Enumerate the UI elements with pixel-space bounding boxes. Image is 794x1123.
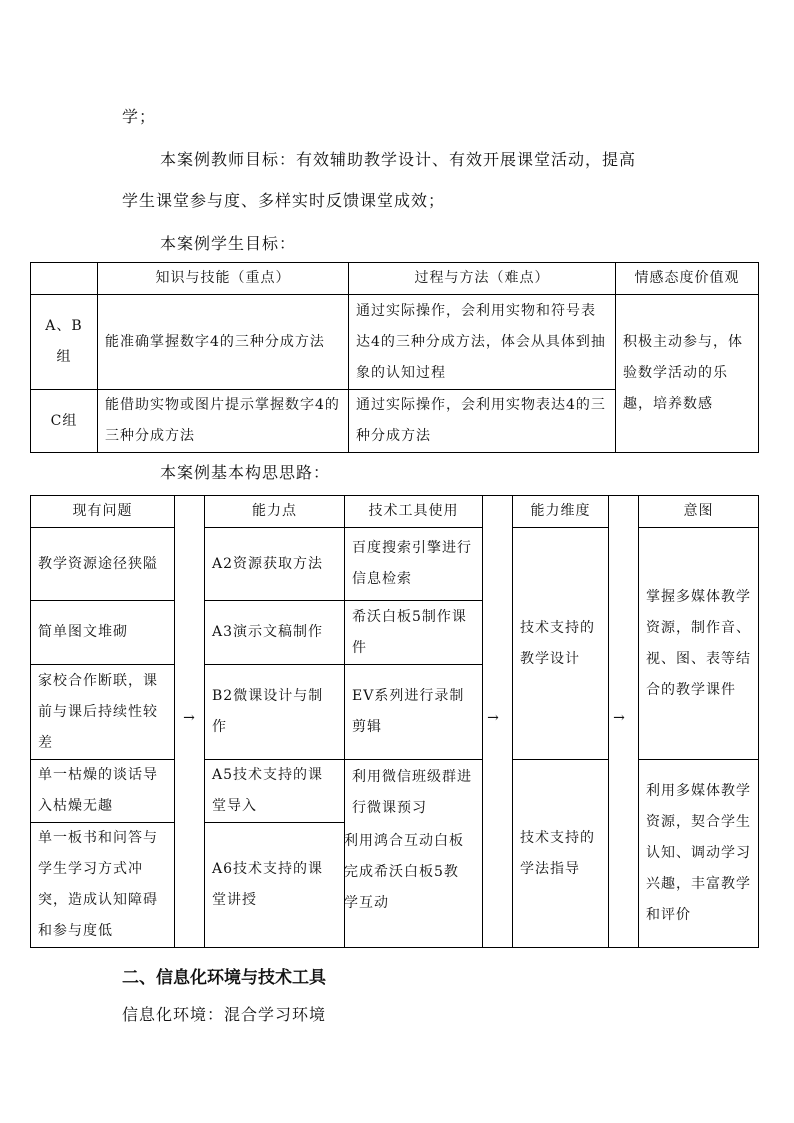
- point-cell: B2微课设计与制作: [205, 665, 345, 760]
- header-cell: 能力维度: [513, 496, 609, 528]
- tool-cell: 利用微信班级群进行微课预习: [345, 760, 483, 948]
- dimension-cell: 技术支持的学法指导: [513, 760, 609, 948]
- header-cell: 技术工具使用: [345, 496, 483, 528]
- process-cell: 通过实际操作，会利用实物表达4的三种分成方法: [349, 390, 616, 453]
- header-cell: 情感态度价值观: [616, 263, 759, 295]
- process-cell: 通过实际操作，会利用实物和符号表达4的三种分成方法，体会从具体到抽象的认知过程: [349, 295, 616, 390]
- header-cell: 现有问题: [31, 496, 175, 528]
- header-cell: 知识与技能（重点）: [98, 263, 349, 295]
- arrow-icon: →: [487, 710, 499, 726]
- point-cell: A3演示文稿制作: [205, 601, 345, 665]
- paragraph-line: 学；: [122, 107, 157, 126]
- arrow-icon: →: [613, 710, 625, 726]
- section-heading: 二、信息化环境与技术工具: [122, 968, 326, 988]
- group-cell: A、B组: [31, 295, 98, 390]
- dimension-cell: 技术支持的教学设计: [513, 528, 609, 760]
- tool-cell: EV系列进行录制剪辑: [345, 665, 483, 760]
- problem-cell: 简单图文堆砌: [31, 601, 175, 665]
- header-cell: 能力点: [205, 496, 345, 528]
- knowledge-cell: 能借助实物或图片提示掌握数字4的三种分成方法: [98, 390, 349, 453]
- header-cell: 意图: [639, 496, 759, 528]
- header-cell: 过程与方法（难点）: [349, 263, 616, 295]
- tool-cell: 百度搜索引擎进行信息检索: [345, 528, 483, 601]
- paragraph-line: 本案例教师目标：有效辅助教学设计、有效开展课堂活动，提高: [160, 150, 637, 169]
- knowledge-cell: 能准确掌握数字4的三种分成方法: [98, 295, 349, 390]
- paragraph-line: 本案例基本构思思路：: [160, 463, 331, 482]
- objectives-table: [30, 262, 759, 453]
- problem-cell: 单一枯燥的谈话导入枯燥无趣: [31, 760, 175, 823]
- problem-cell: 家校合作断联，课前与课后持续性较差: [31, 665, 175, 760]
- point-cell: A5技术支持的课堂导入: [205, 760, 345, 823]
- point-cell: A2资源获取方法: [205, 528, 345, 601]
- paragraph-line: 本案例学生目标：: [160, 234, 297, 253]
- tool-cell: 希沃白板5制作课件: [345, 601, 483, 665]
- tool-cell-extra: 利用鸿合互动白板完成希沃白板5教学互动: [344, 833, 464, 911]
- intent-cell: 掌握多媒体教学资源，制作音、视、图、表等结合的教学课件: [639, 528, 759, 760]
- intent-cell: 利用多媒体教学资源，契合学生认知、调动学习兴趣，丰富教学和评价: [639, 760, 759, 948]
- paragraph-line: 学生课堂参与度、多样实时反馈课堂成效；: [122, 191, 446, 210]
- emotion-cell: 积极主动参与，体验数学活动的乐趣，培养数感: [616, 295, 759, 453]
- point-cell: A6技术支持的课堂讲授: [205, 823, 345, 948]
- paragraph-line: 信息化环境：混合学习环境: [122, 1005, 327, 1024]
- problem-cell: 教学资源途径狭隘: [31, 528, 175, 601]
- group-cell: C组: [31, 390, 98, 453]
- header-cell: [31, 263, 98, 295]
- problem-cell: 单一板书和问答与学生学习方式冲突，造成认知障碍和参与度低: [31, 823, 175, 948]
- arrow-icon: →: [183, 710, 195, 726]
